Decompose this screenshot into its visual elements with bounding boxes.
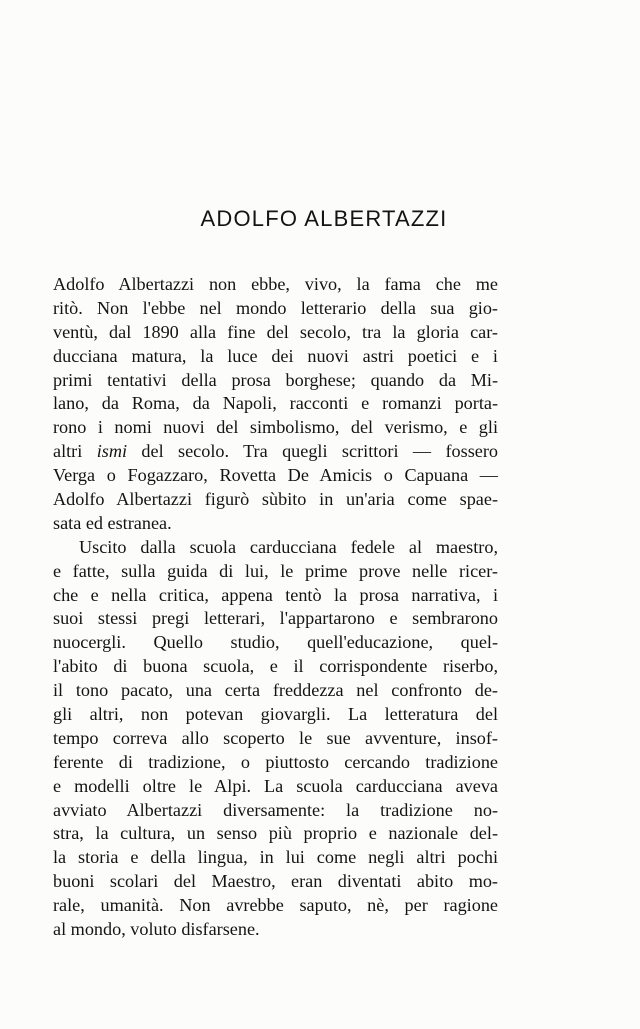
text-line: nuocergli. Quello studio, quell'educazione, quel- <box>53 632 498 653</box>
text-line-with-italic <box>53 440 498 464</box>
body-text <box>53 273 498 942</box>
text-line: stra, la cultura, un senso più proprio e nazionale del- <box>53 823 498 844</box>
text-line: e fatte, sulla guida di lui, le prime prove nelle ricer- <box>53 560 498 581</box>
text-fragment: del secolo. Tra quegli scrittori — fossero <box>141 441 498 462</box>
text-line: al mondo, voluto disfarsene. <box>53 919 260 940</box>
text-line: Adolfo Albertazzi figurò sùbito in un'aria come spae- <box>53 489 498 510</box>
text-line: e modelli oltre le Alpi. La scuola carducciana aveva <box>53 775 498 796</box>
text-line: ferente di tradizione, o piuttosto cercando tradizione <box>53 751 498 772</box>
text-line: tempo correva allo scoperto le sue avventure, insof- <box>53 727 498 748</box>
text-line: il tono pacato, una certa freddezza nel confronto de- <box>53 680 498 701</box>
text-line: gli altri, non potevan giovargli. La letteratura del <box>53 704 498 725</box>
text-line: ritò. Non l'ebbe nel mondo letterario della sua gio- <box>53 297 498 318</box>
text-line: primi tentativi della prosa borghese; quando da Mi- <box>53 369 498 390</box>
text-fragment: altri <box>53 441 83 462</box>
text-line: rono i nomi nuovi del simbolismo, del verismo, e gli <box>53 417 498 438</box>
text-line: ventù, dal 1890 alla fine del secolo, tra la gloria car- <box>53 321 498 342</box>
text-line: rale, umanità. Non avrebbe saputo, nè, per ragione <box>53 895 498 916</box>
text-line: ducciana matura, la luce dei nuovi astri poetici e i <box>53 345 498 366</box>
text-line: suoi stessi pregi letterari, l'appartarono e sembrarono <box>53 608 498 629</box>
text-line: Adolfo Albertazzi non ebbe, vivo, la fama che me <box>53 274 498 294</box>
text-line: Verga o Fogazzaro, Rovetta De Amicis o Capuana — <box>53 465 498 486</box>
text-line: che e nella critica, appena tentò la prosa narrativa, i <box>53 584 498 605</box>
italic-word: ismi <box>96 441 128 462</box>
text-line: la storia e della lingua, in lui come negli altri pochi <box>53 847 498 868</box>
text-line: lano, da Roma, da Napoli, racconti e romanzi porta- <box>53 393 498 414</box>
text-line: l'abito di buona scuola, e il corrispondente riserbo, <box>53 656 498 677</box>
text-line: buoni scolari del Maestro, eran diventati abito mo- <box>53 871 498 892</box>
text-line: avviato Albertazzi diversamente: la tradizione no- <box>53 799 498 820</box>
chapter-title: ADOLFO ALBERTAZZI <box>200 206 448 231</box>
text-line: Uscito dalla scuola carducciana fedele al maestro, <box>79 536 498 557</box>
text-line: sata ed estranea. <box>53 512 172 533</box>
